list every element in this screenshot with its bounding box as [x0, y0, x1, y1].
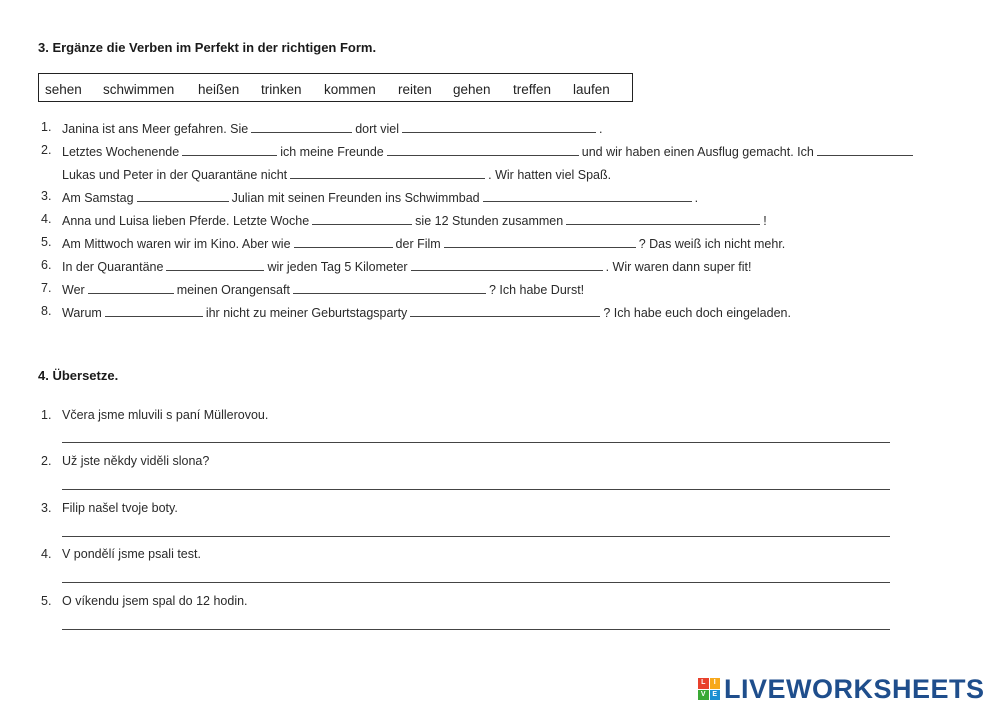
answer-field[interactable] — [294, 235, 393, 248]
word-bank-item: reiten — [398, 82, 432, 97]
logo-letter: V — [698, 690, 709, 701]
text-segment: dort viel — [355, 122, 399, 136]
item-number: 3. — [41, 501, 52, 515]
exercise-line-6 — [62, 258, 752, 274]
text-segment: ich meine Freunde — [280, 145, 384, 159]
text-segment: Am Mittwoch waren wir im Kino. Aber wie — [62, 237, 291, 251]
text-segment: ! — [763, 214, 767, 228]
exercise-line-7 — [62, 281, 584, 297]
answer-field[interactable] — [817, 143, 913, 156]
translation-prompt: O víkendu jsem spal do 12 hodin. — [62, 594, 248, 608]
item-number: 2. — [41, 454, 52, 468]
logo-letter: E — [710, 690, 721, 701]
item-number: 4. — [41, 547, 52, 561]
text-segment: In der Quarantäne — [62, 260, 164, 274]
text-segment: Am Samstag — [62, 191, 134, 205]
item-number: 5. — [41, 235, 52, 249]
word-bank-item: trinken — [261, 82, 302, 97]
answer-field[interactable] — [137, 189, 229, 202]
logo-icon — [698, 678, 720, 700]
text-segment: Wer — [62, 283, 85, 297]
text-segment: der Film — [395, 237, 441, 251]
answer-field[interactable] — [312, 212, 412, 225]
answer-field[interactable] — [166, 258, 264, 271]
word-bank-item: treffen — [513, 82, 552, 97]
word-bank-item: laufen — [573, 82, 610, 97]
exercise-line-2 — [62, 143, 916, 159]
text-segment: und wir haben einen Ausflug gemacht. Ich — [581, 145, 814, 159]
exercise-line-1 — [62, 120, 602, 136]
exercise-line-4 — [62, 212, 767, 228]
text-segment: . Wir hatten viel Spaß. — [488, 168, 612, 182]
translation-prompt: Filip našel tvoje boty. — [62, 501, 178, 515]
answer-field[interactable] — [293, 281, 486, 294]
item-number: 3. — [41, 189, 52, 203]
exercise-line-5 — [62, 235, 785, 251]
translation-prompt: Včera jsme mluvili s paní Müllerovou. — [62, 408, 269, 422]
answer-field[interactable] — [251, 120, 352, 133]
translation-answer-line[interactable] — [62, 582, 890, 583]
translation-answer-line[interactable] — [62, 442, 890, 443]
answer-field[interactable] — [402, 120, 596, 133]
text-segment: ? Ich habe euch doch eingeladen. — [603, 306, 791, 320]
item-number: 7. — [41, 281, 52, 295]
answer-field[interactable] — [566, 212, 760, 225]
translation-prompt: Už jste někdy viděli slona? — [62, 454, 210, 468]
section-3-heading: 3. Ergänze die Verben im Perfekt in der richtigen Form. — [38, 40, 377, 55]
answer-field[interactable] — [411, 258, 603, 271]
item-number: 8. — [41, 304, 52, 318]
text-segment: Warum — [62, 306, 102, 320]
text-segment: ihr nicht zu meiner Geburtstagsparty — [205, 306, 408, 320]
answer-field[interactable] — [88, 281, 174, 294]
exercise-line-2-continued — [62, 166, 611, 182]
word-bank — [38, 73, 633, 102]
exercise-line-8 — [62, 304, 791, 320]
liveworksheets-logo — [698, 673, 985, 704]
text-segment: Letztes Wochenende — [62, 145, 180, 159]
text-segment: Janina ist ans Meer gefahren. Sie — [62, 122, 249, 136]
answer-field[interactable] — [105, 304, 203, 317]
text-segment: wir jeden Tag 5 Kilometer — [267, 260, 408, 274]
item-number: 2. — [41, 143, 52, 157]
translation-answer-line[interactable] — [62, 629, 890, 630]
translation-answer-line[interactable] — [62, 489, 890, 490]
word-bank-item: kommen — [324, 82, 376, 97]
text-segment: . — [694, 191, 699, 205]
translation-answer-line[interactable] — [62, 536, 890, 537]
logo-letter: I — [710, 678, 721, 689]
text-segment: sie 12 Stunden zusammen — [415, 214, 564, 228]
logo-text: LIVEWORKSHEETS — [724, 673, 985, 704]
item-number: 6. — [41, 258, 52, 272]
word-bank-item: sehen — [45, 82, 82, 97]
answer-field[interactable] — [387, 143, 579, 156]
answer-field[interactable] — [444, 235, 636, 248]
text-segment: Julian mit seinen Freunden ins Schwimmbad — [231, 191, 480, 205]
answer-field[interactable] — [410, 304, 600, 317]
item-number: 4. — [41, 212, 52, 226]
word-bank-item: schwimmen — [103, 82, 175, 97]
text-segment: Anna und Luisa lieben Pferde. Letzte Woche — [62, 214, 310, 228]
text-segment: meinen Orangensaft — [176, 283, 290, 297]
text-segment: ? Ich habe Durst! — [488, 283, 585, 297]
answer-field[interactable] — [483, 189, 692, 202]
text-segment: ? Das weiß ich nicht mehr. — [638, 237, 786, 251]
item-number: 5. — [41, 594, 52, 608]
logo-letter: L — [698, 678, 709, 689]
word-bank-item: heißen — [198, 82, 240, 97]
answer-field[interactable] — [182, 143, 277, 156]
exercise-line-3 — [62, 189, 698, 205]
item-number: 1. — [41, 120, 52, 134]
text-segment: Lukas und Peter in der Quarantäne nicht — [62, 168, 288, 182]
section-4-heading: 4. Übersetze. — [38, 368, 119, 383]
translation-prompt: V pondělí jsme psali test. — [62, 547, 201, 561]
answer-field[interactable] — [290, 166, 485, 179]
text-segment: . Wir waren dann super fit! — [605, 260, 752, 274]
text-segment: . — [599, 122, 603, 136]
word-bank-item: gehen — [453, 82, 491, 97]
item-number: 1. — [41, 408, 52, 422]
